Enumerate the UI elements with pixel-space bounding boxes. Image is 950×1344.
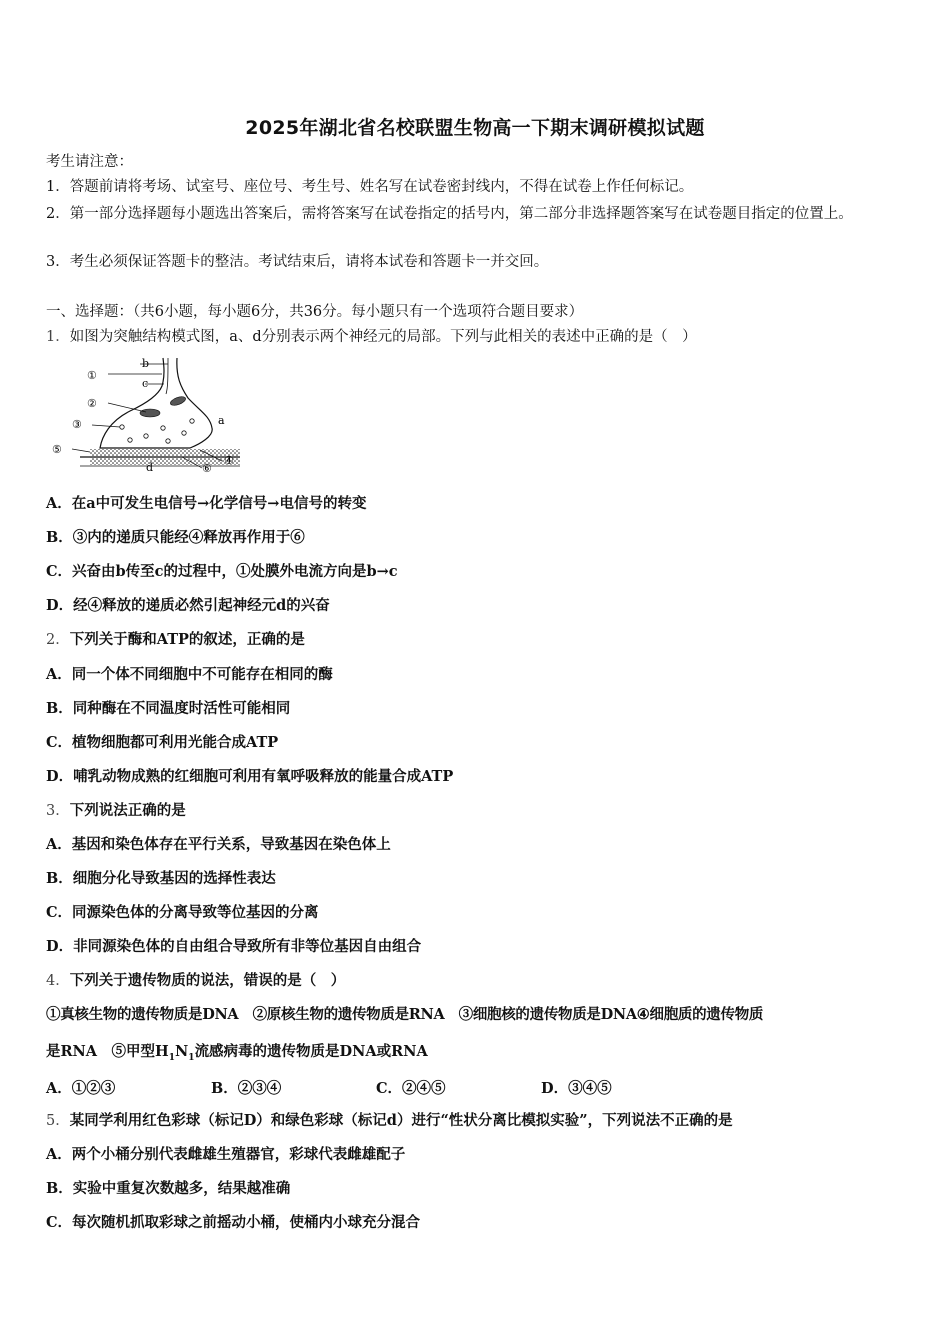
question-3-stem bbox=[46, 801, 906, 821]
q1-option-d: D．经④释放的递质必然引起神经元d的兴奋 bbox=[46, 597, 330, 614]
synapse-diagram bbox=[50, 356, 250, 476]
diagram-label-d: d bbox=[146, 461, 154, 474]
diagram-label-2: ② bbox=[87, 397, 97, 410]
q3-option-c: C．同源染色体的分离导致等位基因的分离 bbox=[46, 904, 319, 921]
q4-option-a: A．①②③ bbox=[46, 1080, 116, 1097]
question-1-stem bbox=[46, 327, 906, 347]
q4-option-b: B．②③④ bbox=[211, 1080, 282, 1097]
diagram-label-4: ④ bbox=[224, 454, 234, 467]
notice-item-2: 2．第一部分选择题每小题选出答案后，需将答案写在试卷指定的括号内，第二部分非选择题答案写在试卷题目指定的位置上。 bbox=[46, 206, 853, 222]
diagram-label-c: c bbox=[142, 377, 149, 390]
q4-line2-part-c: 流感病毒的遗传物质是DNA或RNA bbox=[194, 1043, 428, 1060]
question-text: 下列关于遗传物质的说法，错误的是（ ） bbox=[69, 972, 346, 989]
notice-heading: 考生请注意： bbox=[46, 154, 133, 170]
q1-option-c: C．兴奋由b传至c的过程中，①处膜外电流方向是b→c bbox=[46, 563, 398, 580]
q2-option-c: C．植物细胞都可利用光能合成ATP bbox=[46, 734, 279, 751]
question-number: 2． bbox=[46, 632, 70, 648]
question-text: 某同学利用红色彩球（标记D）和绿色彩球（标记d）进行“性状分离比模拟实验”，下列说法不正确的是 bbox=[69, 1112, 733, 1129]
q3-option-b: B．细胞分化导致基因的选择性表达 bbox=[46, 870, 276, 887]
question-number: 4． bbox=[46, 973, 70, 989]
q3-option-a: A．基因和染色体存在平行关系，导致基因在染色体上 bbox=[46, 836, 391, 853]
diagram-label-3: ③ bbox=[72, 418, 82, 431]
q1-option-a: A．在a中可发生电信号→化学信号→电信号的转变 bbox=[46, 495, 367, 512]
question-number: 5． bbox=[46, 1113, 70, 1129]
question-number: 1． bbox=[46, 329, 70, 345]
q2-option-a: A．同一个体不同细胞中不可能存在相同的酶 bbox=[46, 666, 333, 683]
q4-option-c: C．②④⑤ bbox=[376, 1080, 446, 1097]
q4-options-row bbox=[46, 1077, 906, 1097]
diagram-label-6: ⑥ bbox=[202, 462, 212, 475]
q5-option-c: C．每次随机抓取彩球之前摇动小桶，使桶内小球充分混合 bbox=[46, 1214, 421, 1231]
question-5-stem bbox=[46, 1111, 906, 1131]
q4-line2-part-b: N bbox=[175, 1043, 189, 1060]
question-text: 如图为突触结构模式图，a、d分别表示两个神经元的局部。下列与此相关的表述中正确的是（ ） bbox=[69, 329, 697, 345]
q2-option-d: D．哺乳动物成熟的红细胞可利用有氧呼吸释放的能量合成ATP bbox=[46, 768, 454, 785]
q1-option-b: B．③内的递质只能经④释放再作用于⑥ bbox=[46, 529, 305, 546]
question-number: 3． bbox=[46, 803, 70, 819]
exam-title: 2025年湖北省名校联盟生物高一下期末调研模拟试题 bbox=[245, 117, 705, 139]
q3-option-d: D．非同源染色体的自由组合导致所有非等位基因自由组合 bbox=[46, 938, 422, 955]
q5-option-a: A．两个小桶分别代表雌雄生殖器官，彩球代表雌雄配子 bbox=[46, 1146, 406, 1163]
q4-subscript-h: 1 bbox=[168, 1052, 176, 1063]
question-text: 下列关于酶和ATP的叙述，正确的是 bbox=[69, 631, 305, 648]
question-4-stem bbox=[46, 971, 906, 991]
notice-item-3: 3．考生必须保证答题卡的整洁。考试结束后，请将本试卷和答题卡一并交回。 bbox=[46, 254, 549, 270]
diagram-label-1: ① bbox=[87, 369, 97, 382]
section-heading: 一、选择题：（共6小题，每小题6分，共36分。每小题只有一个选项符合题目要求） bbox=[46, 304, 584, 320]
q4-line2-part-a: 是RNA ⑤甲型H bbox=[46, 1043, 169, 1060]
diagram-label-a: a bbox=[218, 414, 225, 427]
q4-statements-line-2 bbox=[46, 1042, 906, 1068]
diagram-label-b: b bbox=[142, 357, 150, 370]
q2-option-b: B．同种酶在不同温度时活性可能相同 bbox=[46, 700, 291, 717]
question-2-stem bbox=[46, 630, 906, 650]
q4-option-d: D．③④⑤ bbox=[541, 1080, 612, 1097]
q4-statements-line-1: ①真核生物的遗传物质是DNA ②原核生物的遗传物质是RNA ③细胞核的遗传物质是DNA④细胞质的遗传物质 bbox=[46, 1006, 764, 1023]
q5-option-b: B．实验中重复次数越多，结果越准确 bbox=[46, 1180, 291, 1197]
q4-subscript-n: 1 bbox=[188, 1052, 195, 1063]
question-text: 下列说法正确的是 bbox=[69, 802, 186, 819]
diagram-label-5: ⑤ bbox=[52, 443, 62, 456]
notice-item-1: 1．答题前请将考场、试室号、座位号、考生号、姓名写在试卷密封线内，不得在试卷上作任何标记。 bbox=[46, 179, 694, 195]
